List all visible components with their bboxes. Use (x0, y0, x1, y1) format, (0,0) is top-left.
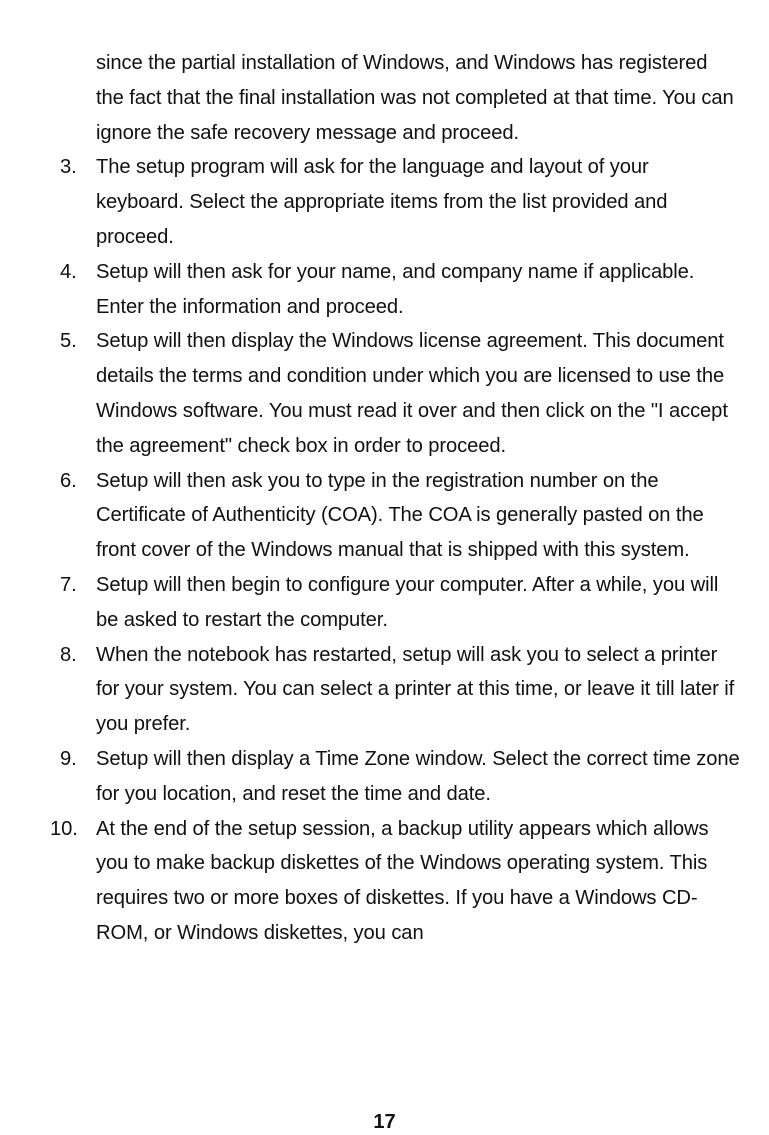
list-item-step-3 (60, 150, 740, 254)
page-number: 17 (373, 1111, 396, 1133)
step-number: 9. (60, 747, 77, 770)
step-number: 6. (60, 469, 77, 492)
list-item-step-6 (60, 464, 740, 568)
step-number: 8. (60, 643, 77, 666)
step-text: Setup will then display a Time Zone window. Select the correct time zone for you location, and reset the time and date. (96, 747, 740, 805)
page-content (50, 46, 740, 951)
list-item-step-7 (60, 568, 740, 638)
step-text: Setup will then begin to configure your computer. After a while, you will be asked to restart the computer. (96, 573, 719, 631)
list-item-step-5 (60, 324, 740, 463)
step-text: Setup will then ask for your name, and company name if applicable. Enter the information and proceed. (96, 260, 695, 318)
list-item-step-10 (50, 812, 740, 951)
list-item-step-8 (60, 638, 740, 742)
step-text: When the notebook has restarted, setup will ask you to select a printer for your system. You can select a printer at this time, or leave it till later if you prefer. (96, 643, 735, 736)
step-number: 10. (50, 817, 78, 840)
list-item-step-9 (60, 742, 740, 812)
step-text: Setup will then display the Windows license agreement. This document details the terms and condition under which you are licensed to use the Windows software. You must read it over and then click on the "I accept the agreement" check box in order to proceed. (96, 330, 728, 457)
step-number: 5. (60, 330, 77, 353)
step-number: 3. (60, 156, 77, 179)
continued-paragraph: since the partial installation of Windows, and Windows has registered the fact that the final installation was not completed at that time. You can ignore the safe recovery message and proceed. (96, 52, 734, 144)
step-number: 4. (60, 260, 77, 283)
step-text: The setup program will ask for the language and layout of your keyboard. Select the appropriate items from the list provided and proceed. (96, 156, 668, 248)
list-item-step-4 (60, 255, 740, 325)
step-number: 7. (60, 573, 77, 596)
step-text: At the end of the setup session, a backup utility appears which allows you to make backup diskettes of the Windows operating system. This requires two or more boxes of diskettes. If you have a Windows CD-ROM, or Windows diskettes, you can (96, 817, 709, 944)
step-text: Setup will then ask you to type in the registration number on the Certificate of Authenticity (COA). The COA is generally pasted on the front cover of the Windows manual that is shipped with this system. (96, 469, 704, 562)
